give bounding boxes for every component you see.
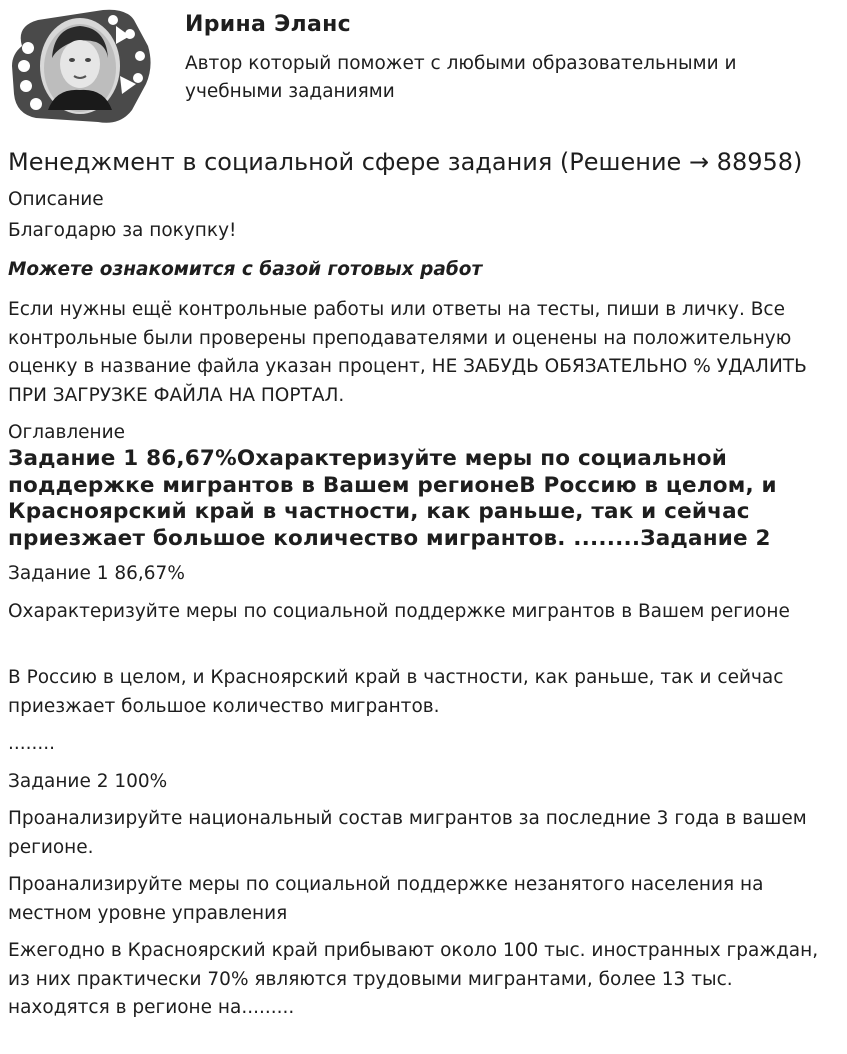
thanks-text: Благодарю за покупку! — [8, 220, 237, 241]
toc-heading: Задание 1 86,67%Охарактеризуйте меры по социальной поддержке мигрантов в Вашем регионеВ Россию в целом, и Красноярский край в частности, как раньше, так и сейчас приезжает большое количество мигрантов. ........Задание 2 — [8, 446, 777, 551]
author-avatar[interactable] — [8, 6, 153, 126]
task-1-title: Задание 1 86,67% — [8, 563, 185, 584]
promo-link[interactable]: Можете ознакомится с базой готовых работ — [8, 258, 483, 280]
author-name[interactable]: Ирина Эланс — [185, 12, 351, 37]
task-1-answer: В Россию в целом, и Красноярский край в частности, как раньше, так и сейчас приезжает большое количество мигрантов. — [8, 667, 784, 717]
author-header — [0, 0, 847, 130]
task-2-answer: Ежегодно в Красноярский край прибывают около 100 тыс. иностранных граждан, из них практически 70% являются трудовыми мигрантами, более 13 тыс. находятся в регионе на......... — [8, 940, 819, 1018]
author-description: Автор который поможет с любыми образовательными и учебными заданиями — [185, 53, 737, 102]
task-2-question-2: Проанализируйте меры по социальной поддержке незанятого населения на местном уровне управления — [8, 874, 764, 924]
film-frame-avatar-image — [8, 6, 153, 126]
task-2-question-1: Проанализируйте национальный состав мигрантов за последние 3 года в вашем регионе. — [8, 808, 807, 858]
page-title: Менеджмент в социальной сфере задания (Решение → 88958) — [8, 148, 803, 176]
info-paragraph: Если нужны ещё контрольные работы или ответы на тесты, пиши в личку. Все контрольные были проверены преподавателями и оценены на положительную оценку в название файла указан процент, НЕ ЗАБУДЬ ОБЯЗАТЕЛЬНО % УДАЛИТЬ ПРИ ЗАГРУЗКЕ ФАЙЛА НА ПОРТАЛ. — [8, 299, 807, 406]
task-2-title: Задание 2 100% — [8, 770, 168, 792]
main-content — [8, 145, 838, 1032]
task-1-question: Охарактеризуйте меры по социальной поддержке мигрантов в Вашем регионе — [8, 600, 790, 622]
description-label: Описание — [8, 189, 104, 210]
ellipsis-text: ........ — [8, 733, 56, 754]
toc-label: Оглавление — [8, 422, 126, 443]
